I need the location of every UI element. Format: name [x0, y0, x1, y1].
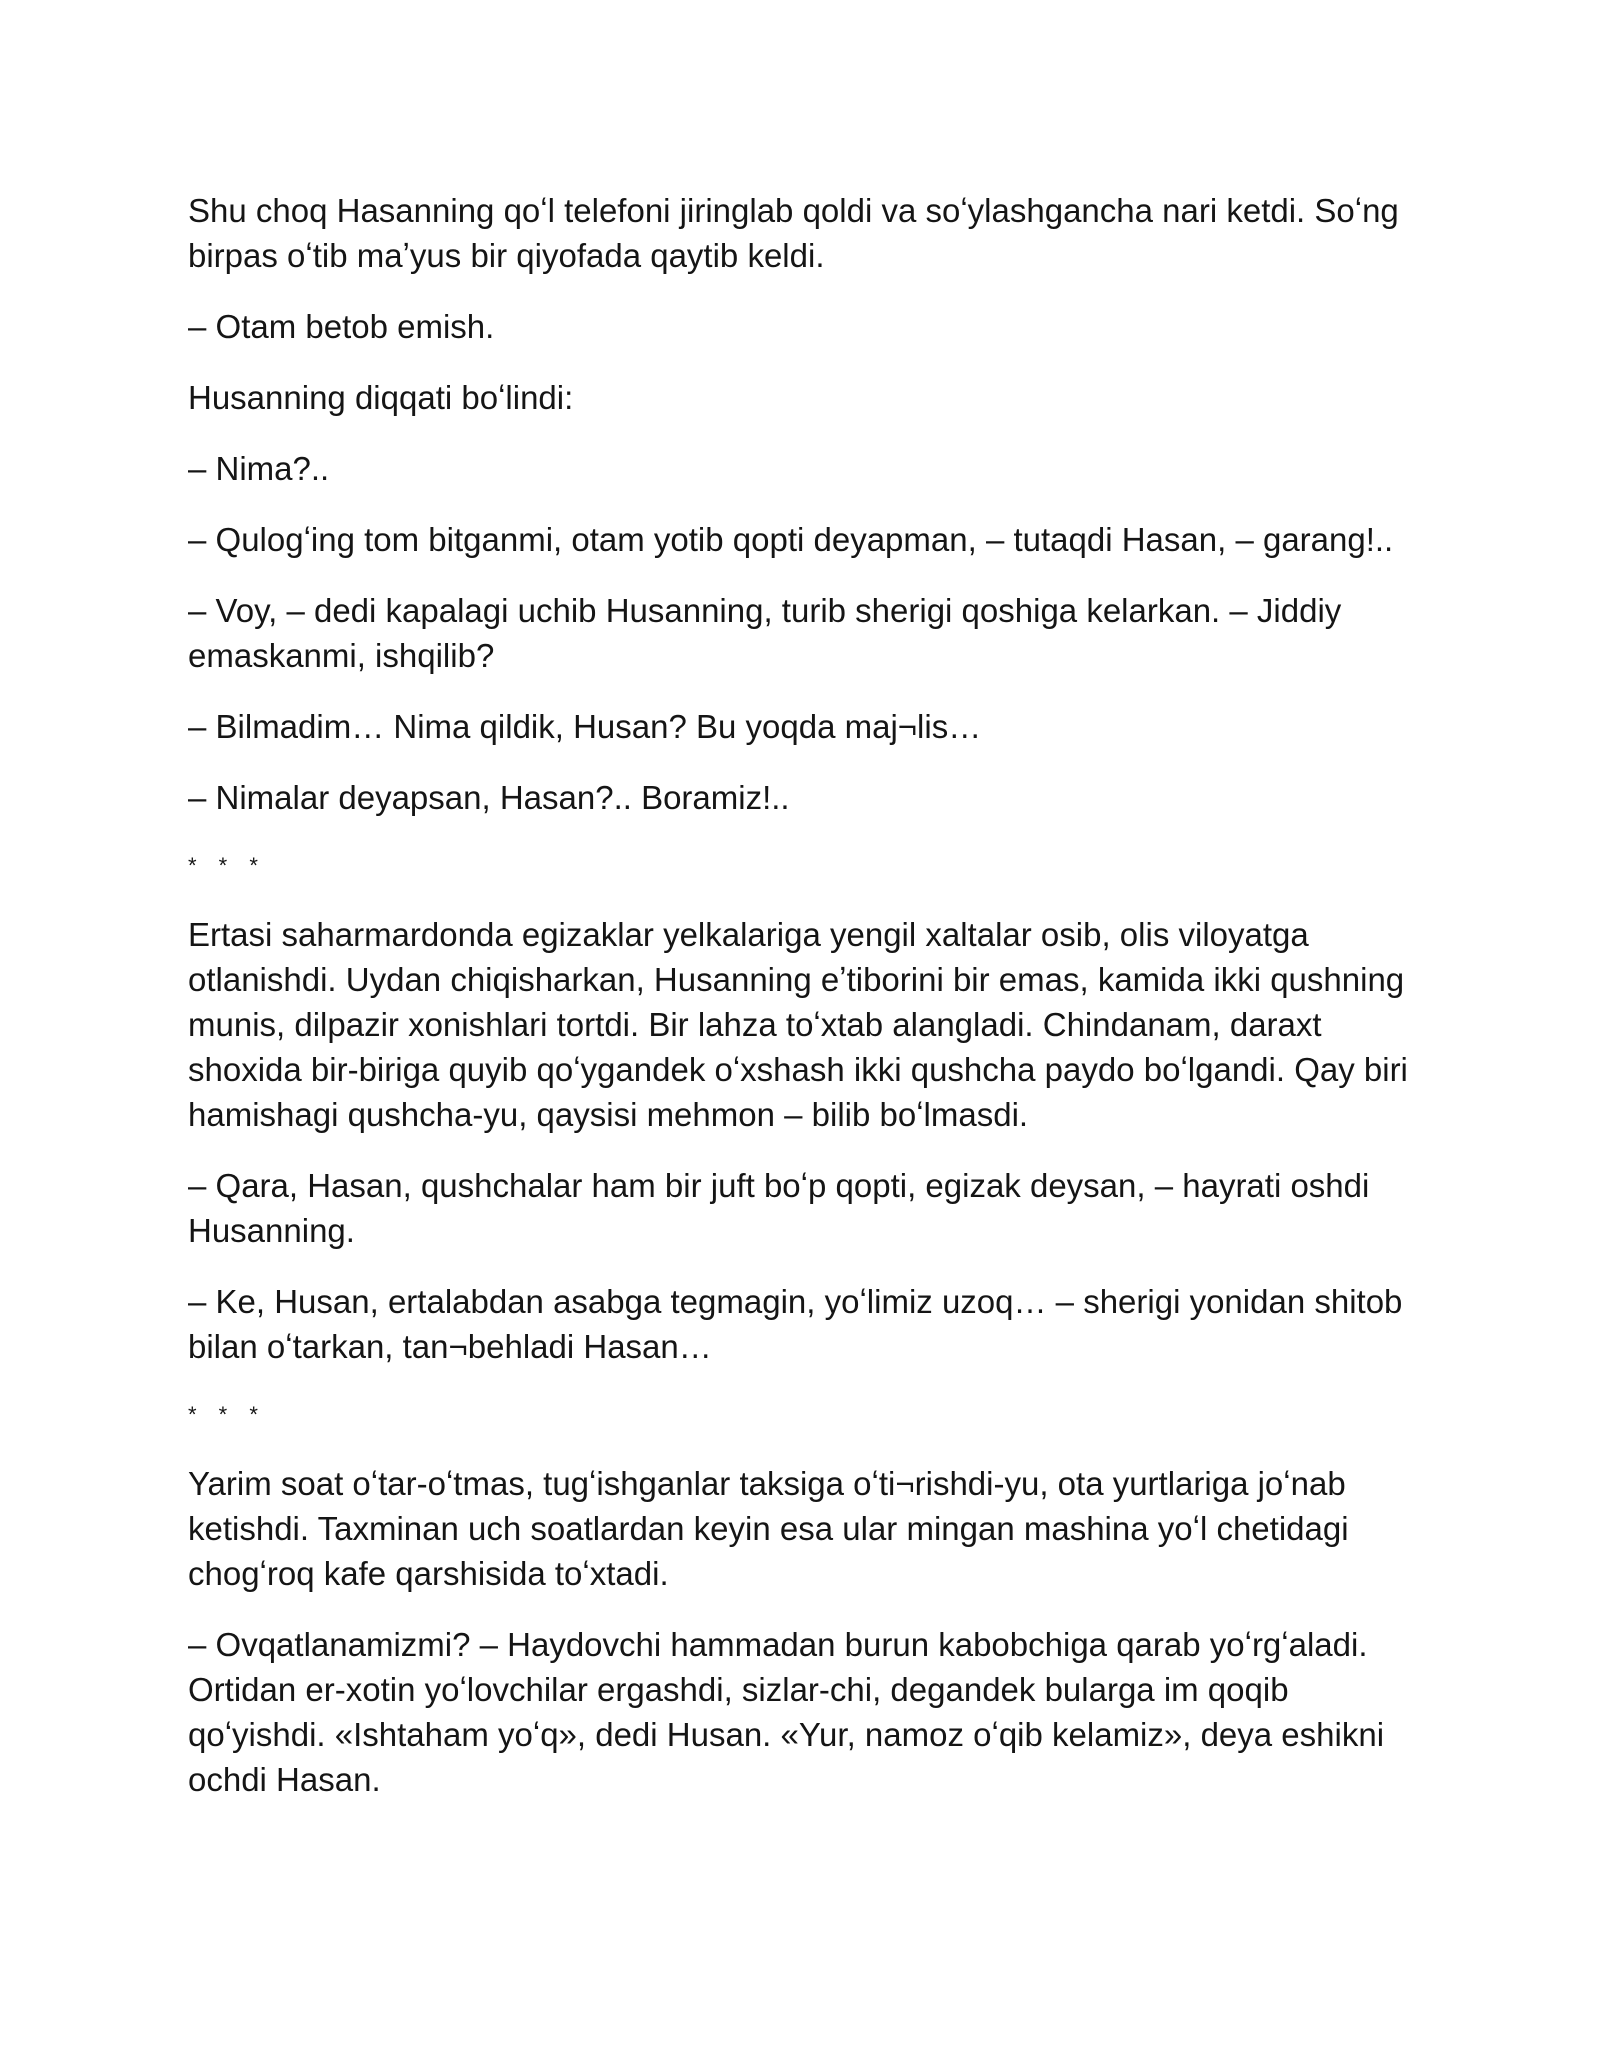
dialogue-line: – Nimalar deyapsan, Hasan?.. Boramiz!.. [188, 779, 790, 816]
section-separator: * * * [188, 853, 266, 878]
dialogue-line: – Bilmadim… Nima qildik, Husan? Bu yoqda maj¬lis… [188, 708, 982, 745]
dialogue-line: – Voy, – dedi kapalagi uchib Husanning, turib sherigi qoshiga kelarkan. – Jiddiy emaskanmi, ishqilib? [188, 592, 1342, 674]
dialogue-line: – Ovqatlanamizmi? – Haydovchi hammadan burun kabobchiga qarab yoʻrgʻaladi. Ortidan er-xotin yoʻlovchilar ergashdi, sizlar-chi, degandek bularga im qoqib qoʻyishdi. «Ishtaham yoʻq», dedi Husan. «Yur, namoz oʻqib kelamiz», deya eshikni ochdi Hasan. [188, 1626, 1385, 1798]
paragraph: Yarim soat oʻtar-oʻtmas, tugʻishganlar taksiga oʻti¬rishdi-yu, ota yurtlariga joʻnab ketishdi. Taxminan uch soatlardan keyin esa ular mingan mashina yoʻl chetidagi chogʻroq kafe qarshisida toʻxtadi. [188, 1465, 1349, 1592]
dialogue-line: – Ke, Husan, ertalabdan asabga tegmagin, yoʻlimiz uzoq… – sherigi yonidan shitob bilan oʻtarkan, tan¬behladi Hasan… [188, 1283, 1403, 1365]
dialogue-line: – Otam betob emish. [188, 308, 495, 345]
document-page [188, 188, 1418, 1828]
paragraph: Husanning diqqati boʻlindi: [188, 379, 574, 416]
section-separator: * * * [188, 1402, 266, 1427]
paragraph: Shu choq Hasanning qoʻl telefoni jiringlab qoldi va soʻylashgancha nari ketdi. Soʻng birpas oʻtib maʼyus bir qiyofada qaytib keldi. [188, 192, 1399, 274]
dialogue-line: – Nima?.. [188, 450, 330, 487]
dialogue-line: – Qulogʻing tom bitganmi, otam yotib qopti deyapman, – tutaqdi Hasan, – garang!.. [188, 521, 1394, 558]
dialogue-line: – Qara, Hasan, qushchalar ham bir juft boʻp qopti, egizak deysan, – hayrati oshdi Husanning. [188, 1167, 1370, 1249]
paragraph: Ertasi saharmardonda egizaklar yelkalariga yengil xaltalar osib, olis viloyatga otlanishdi. Uydan chiqisharkan, Husanning eʼtiborini bir emas, kamida ikki qushning munis, dilpazir xonishlari tortdi. Bir lahza toʻxtab alangladi. Chindanam, daraxt shoxida bir-biriga quyib qoʻygandek oʻxshash ikki qushcha paydo boʻlgandi. Qay biri hamishagi qushcha-yu, qaysisi mehmon – bilib boʻlmasdi. [188, 916, 1408, 1133]
